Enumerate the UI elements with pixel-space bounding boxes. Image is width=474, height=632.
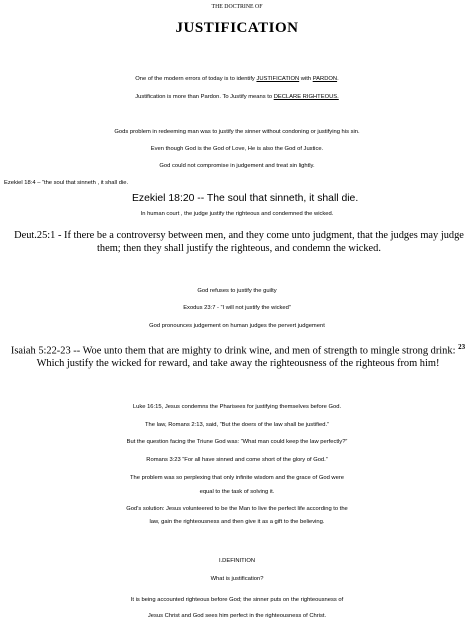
verse-number: 23 bbox=[458, 343, 466, 351]
problem-line-3: God could not compromise in judgement and treat sin lightly. bbox=[159, 163, 315, 169]
luke-line-5: The problem was so perplexing that only infinite wisdom and the grace of God were bbox=[130, 475, 344, 481]
intro-line-2 bbox=[0, 94, 474, 101]
intro-line-1 bbox=[0, 76, 474, 83]
declare-righteous-term: DECLARE RIGHTEOUS. bbox=[273, 94, 339, 100]
intro-text: One of the modern errors of today is to identify bbox=[135, 76, 257, 82]
guilty-line-3: God pronounces judgement on human judges the pervert judgement bbox=[149, 323, 325, 329]
luke-line-1: Luke 16:15, Jesus condemns the Pharisees for justifying themselves before God. bbox=[132, 404, 342, 410]
definition-line-2: Jesus Christ and God sees him perfect in the righteousness of Christ. bbox=[147, 613, 327, 619]
problem-line-2: Even though God is the God of Love, He is also the God of Justice. bbox=[150, 146, 324, 152]
luke-line-4: Romans 3:23 “For all have sinned and come short of the glory of God.” bbox=[146, 457, 328, 463]
definition-question: What is justification? bbox=[210, 576, 264, 582]
luke-line-3: But the question facing the Triune God was: “What man could keep the law perfectly?” bbox=[126, 439, 348, 445]
title-line-2: JUSTIFICATION bbox=[175, 20, 299, 36]
ezekiel-18-20: Ezekiel 18:20 -- The soul that sinneth, it shall die. bbox=[132, 193, 359, 204]
pardon-term: PARDON bbox=[312, 76, 338, 82]
deuteronomy-quote: Deut.25:1 - If there be a controversy between men, and they come unto judgment, that the judges may judge them; then they shall justify the righteous, and condemn the wicked. bbox=[14, 230, 464, 254]
problem-line-6: In human court , the judge justify the righteous and condemned the wicked. bbox=[140, 211, 334, 217]
luke-line-8: law, gain the righteousness and then give it as a gift to the believing. bbox=[149, 519, 325, 525]
title-line-1: THE DOCTRINE OF bbox=[211, 4, 263, 10]
isaiah-text: Isaiah 5:22-23 -- Woe unto them that are mighty to drink wine, and men of strength to mingle strong drink: bbox=[10, 345, 459, 357]
intro-text: Justification is more than Pardon. To Justify means to bbox=[135, 94, 274, 100]
luke-line-2: The law, Romans 2:13, said, “But the doers of the law shall be justified.” bbox=[145, 422, 329, 428]
intro-text: . bbox=[337, 76, 339, 82]
isaiah-text: Which justify the wicked for reward, and take away the righteousness of the righteous from him! bbox=[36, 358, 440, 370]
exodus-quote: Exodus 23:7 - “I will not justify the wicked” bbox=[183, 305, 291, 311]
luke-line-7: God’s solution: Jesus volunteered to be the Man to live the perfect life according to the bbox=[126, 506, 348, 512]
definition-line-1: It is being accounted righteous before God; the sinner puts on the righteousness of bbox=[130, 597, 344, 603]
isaiah-quote bbox=[6, 341, 470, 371]
guilty-line-1: God refuses to justify the guilty bbox=[197, 288, 277, 294]
luke-line-6: equal to the task of solving it. bbox=[199, 489, 275, 495]
intro-text: with bbox=[299, 76, 313, 82]
problem-line-1: Gods problem in redeeming man was to justify the sinner without condoning or justifying his sin. bbox=[114, 129, 360, 135]
ezekiel-18-4: Ezekiel 18:4 – “the soul that sinneth , it shall die. bbox=[4, 180, 129, 186]
justification-term: JUSTIFICATION bbox=[256, 76, 300, 82]
definition-heading: I.DEFINITION bbox=[218, 558, 256, 564]
